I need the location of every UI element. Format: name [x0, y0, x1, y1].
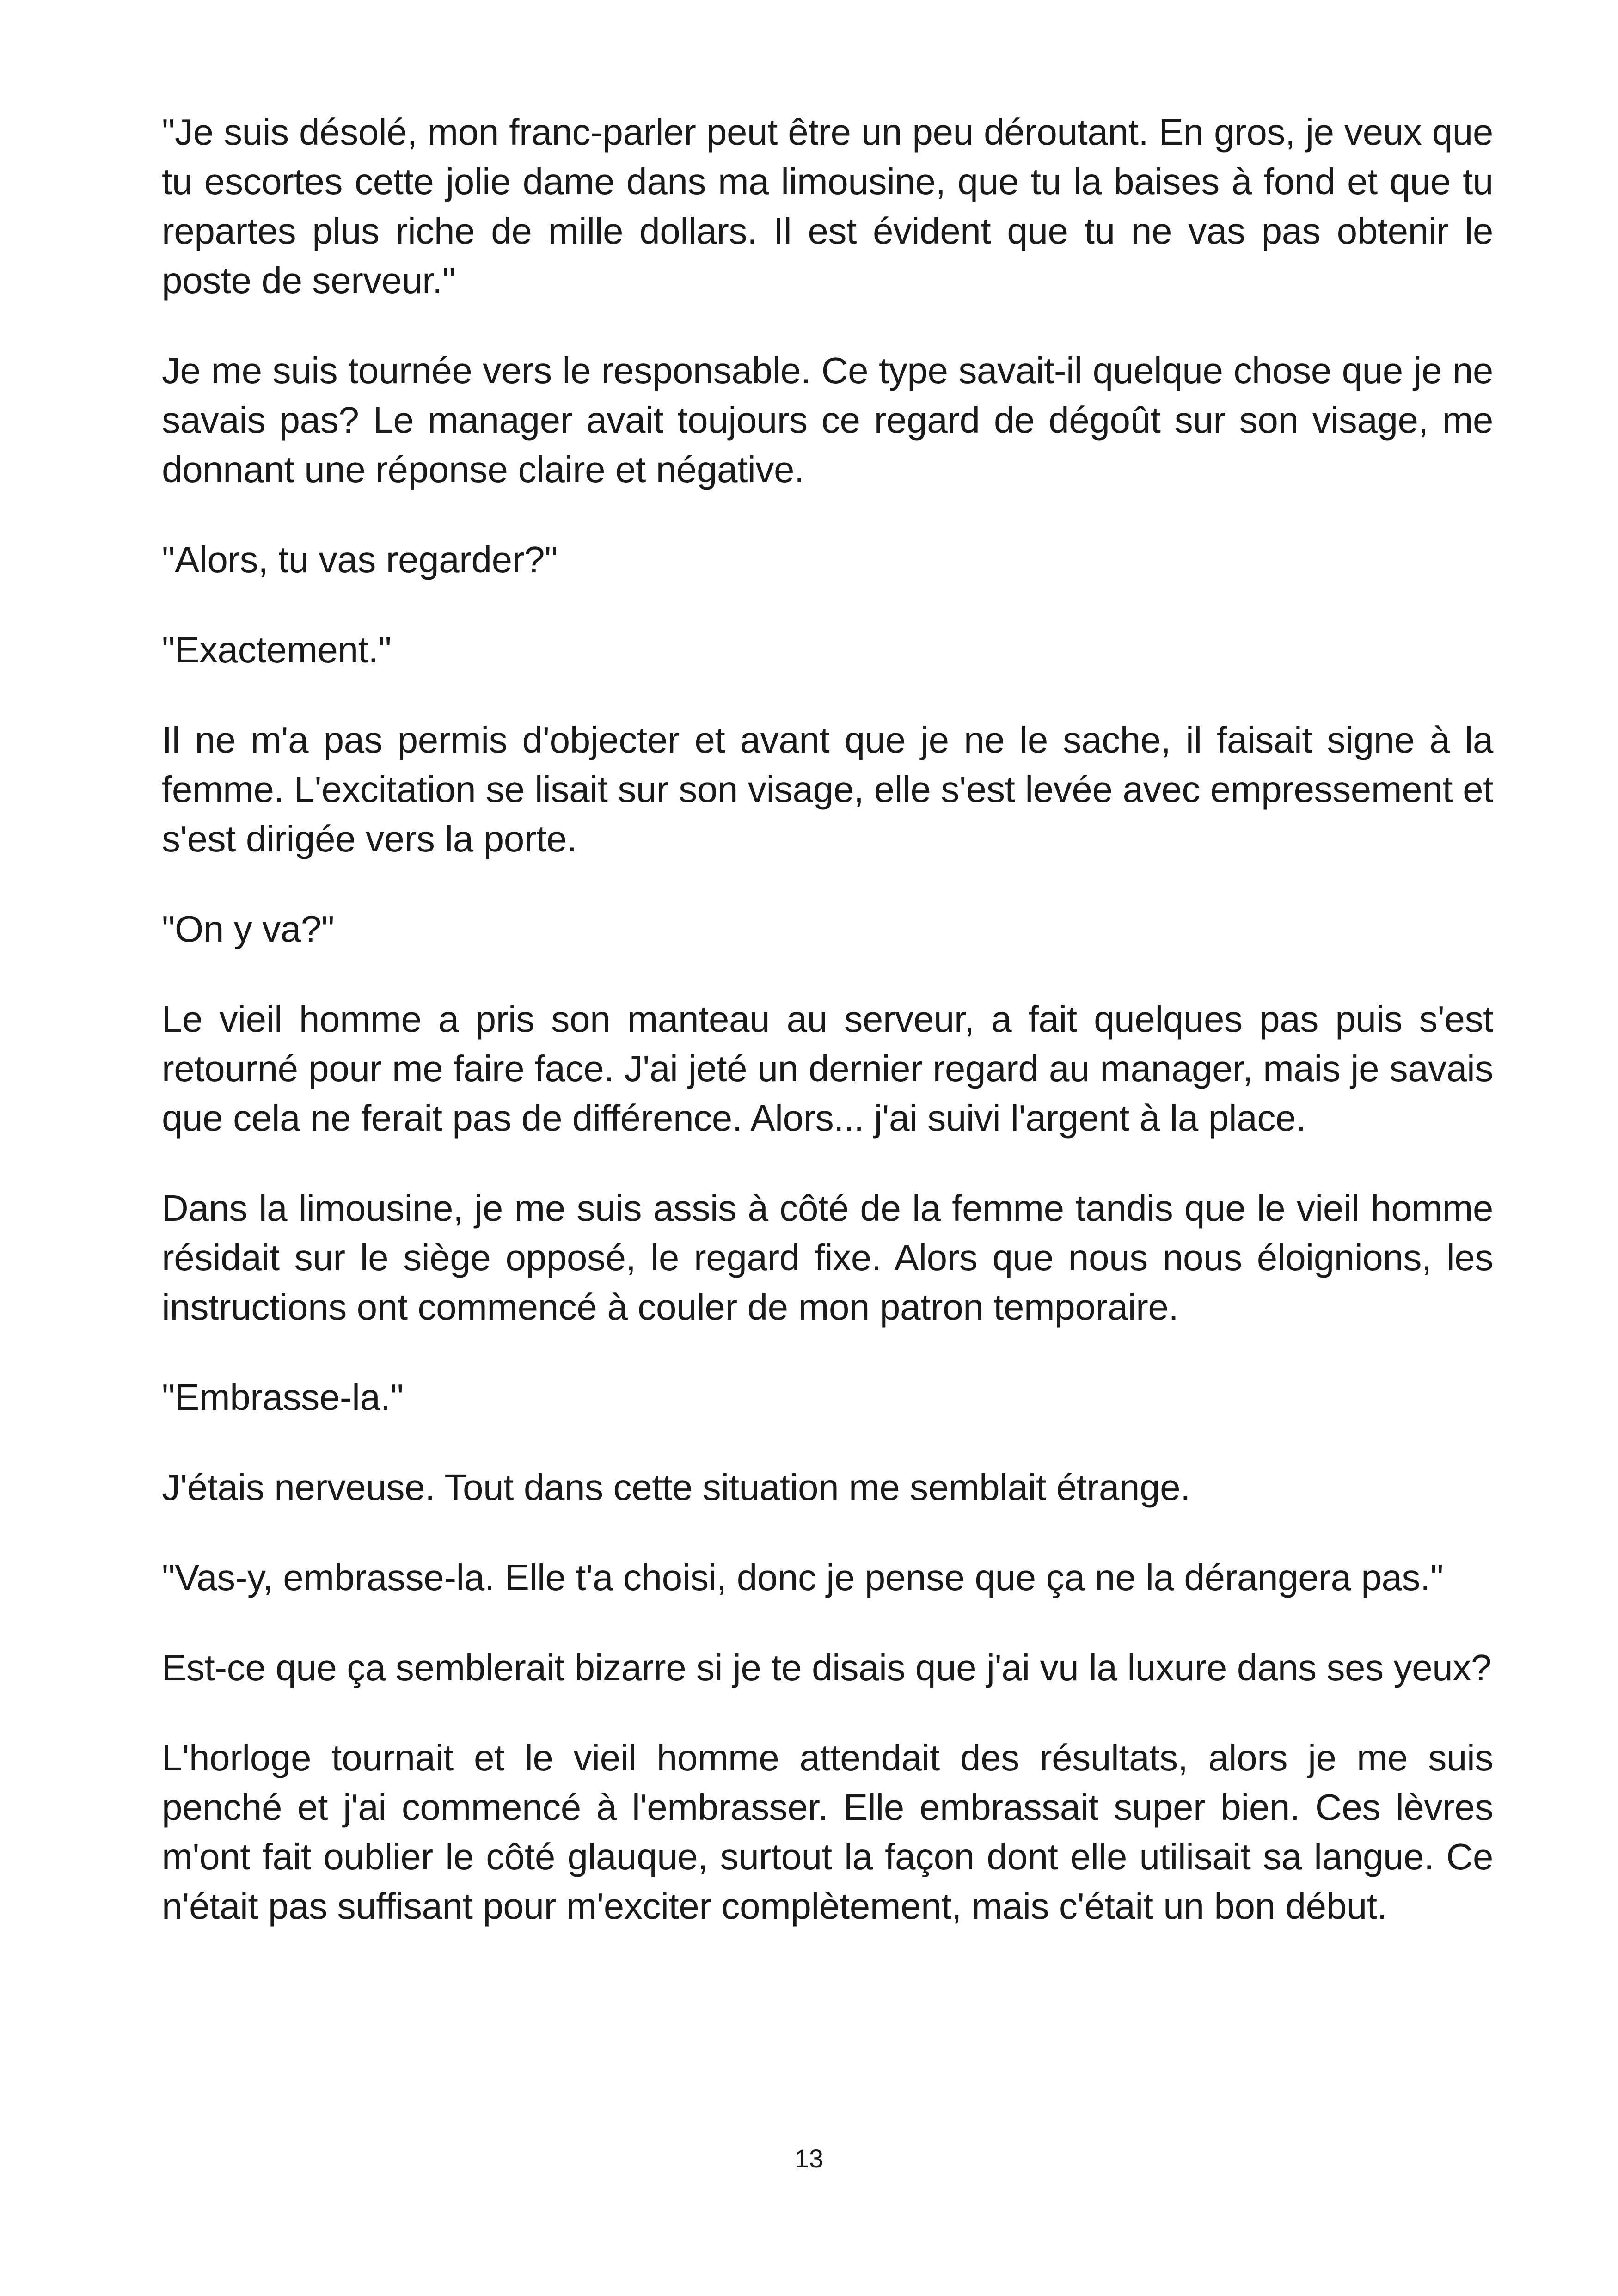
paragraph-13: L'horloge tournait et le vieil homme attendait des résultats, alors je me suis penché et j'ai commencé à l'embrasser. Elle embrassait super bien. Ces lèvres m'ont fait oublier le côté glauque, surtout la façon dont elle utilisait sa langue. Ce n'était pas suffisant pour m'exciter complètement, mais c'était un bon début. — [162, 1737, 1493, 1927]
paragraph-2: Je me suis tournée vers le responsable. Ce type savait-il quelque chose que je ne savais pas? Le manager avait toujours ce regard de dégoût sur son visage, me donnant une réponse claire et négative. — [162, 350, 1493, 490]
paragraph-11: "Vas-y, embrasse-la. Elle t'a choisi, donc je pense que ça ne la dérangera pas." — [162, 1557, 1443, 1598]
paragraph-4: "Exactement." — [162, 629, 392, 670]
paragraph-10: J'étais nerveuse. Tout dans cette situation me semblait étrange. — [162, 1467, 1191, 1508]
paragraph-1: "Je suis désolé, mon franc-parler peut être un peu déroutant. En gros, je veux que tu escortes cette jolie dame dans ma limousine, que tu la baises à fond et que tu repartes plus riche de mille dollars. Il est évident que tu ne vas pas obtenir le poste de serveur." — [162, 111, 1493, 301]
page-body — [162, 107, 1493, 1931]
paragraph-8: Dans la limousine, je me suis assis à côté de la femme tandis que le vieil homme résidait sur le siège opposé, le regard fixe. Alors que nous nous éloignions, les instructions ont commencé à couler de mon patron temporaire. — [162, 1188, 1493, 1328]
paragraph-6: "On y va?" — [162, 908, 334, 949]
paragraph-9: "Embrasse-la." — [162, 1377, 404, 1418]
paragraph-7: Le vieil homme a pris son manteau au serveur, a fait quelques pas puis s'est retourné pour me faire face. J'ai jeté un dernier regard au manager, mais je savais que cela ne ferait pas de différence. Alors... j'ai suivi l'argent à la place. — [162, 998, 1493, 1139]
paragraph-12: Est-ce que ça semblerait bizarre si je te disais que j'ai vu la luxure dans ses yeux? — [162, 1647, 1492, 1688]
paragraph-3: "Alors, tu vas regarder?" — [162, 539, 558, 580]
page-number: 13 — [794, 2144, 824, 2173]
paragraph-5: Il ne m'a pas permis d'objecter et avant que je ne le sache, il faisait signe à la femme. L'excitation se lisait sur son visage, elle s'est levée avec empressement et s'est dirigée vers la porte. — [162, 719, 1493, 859]
